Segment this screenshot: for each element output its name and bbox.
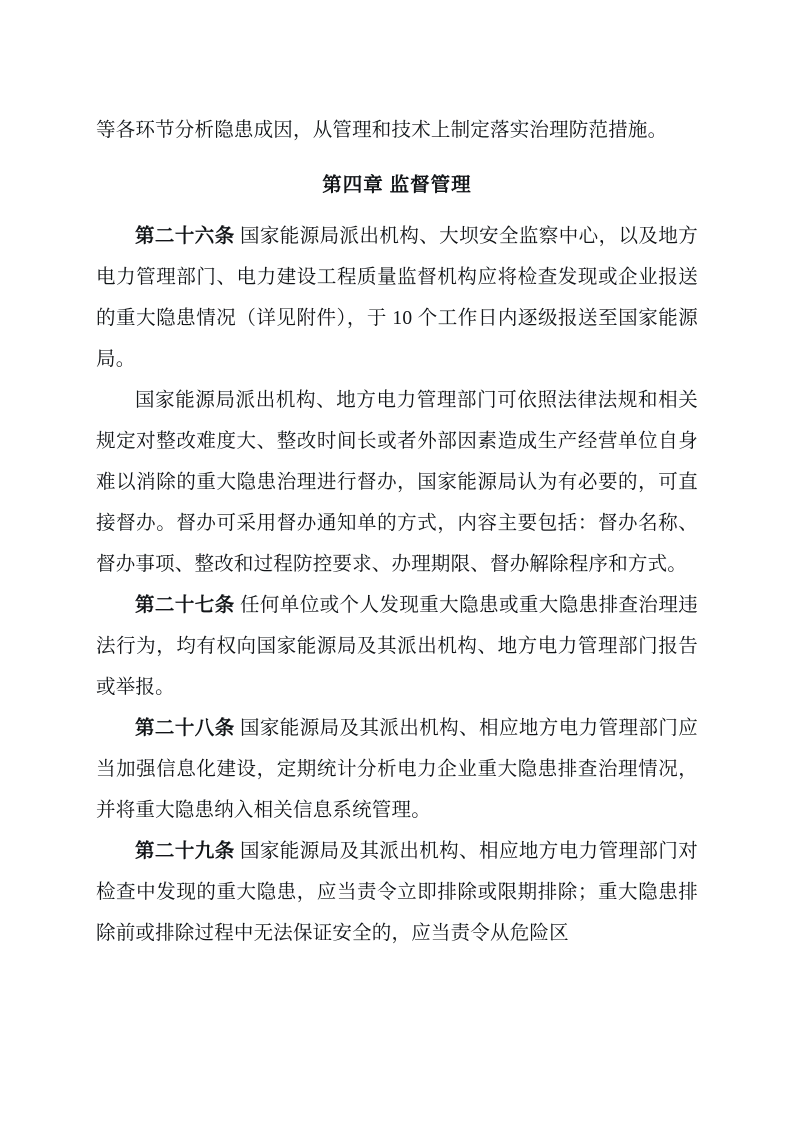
article-text-26: 国家能源局派出机构、大坝安全监察中心，以及地方电力管理部门、电力建设工程质量监督机构应将检查发现或企业报送的重大隐患情况（详见附件），于 10 个工作日内逐级报送至国家能源局。	[96, 226, 698, 370]
article-label-28: 第二十八条	[135, 718, 235, 739]
article-paragraph-26	[96, 216, 698, 380]
article-label-29: 第二十九条	[135, 841, 235, 862]
article-paragraph-27	[96, 585, 698, 708]
article-paragraph-28	[96, 708, 698, 831]
article-label-27: 第二十七条	[135, 595, 235, 616]
article-paragraph-29	[96, 831, 698, 954]
chapter-heading: 第四章 监督管理	[322, 175, 472, 196]
article-text-28: 国家能源局及其派出机构、相应地方电力管理部门应当加强信息化建设，定期统计分析电力企业重大隐患排查治理情况，并将重大隐患纳入相关信息系统管理。	[96, 718, 698, 821]
article-paragraph-26-continued	[96, 380, 698, 585]
article-text-29: 国家能源局及其派出机构、相应地方电力管理部门对检查中发现的重大隐患，应当责令立即排除或限期排除；重大隐患排除前或排除过程中无法保证安全的，应当责令从危险区	[96, 841, 698, 944]
continuation-paragraph: 等各环节分析隐患成因，从管理和技术上制定落实治理防范措施。	[96, 120, 668, 141]
article-text-27: 任何单位或个人发现重大隐患或重大隐患排查治理违法行为，均有权向国家能源局及其派出机构、地方电力管理部门报告或举报。	[96, 595, 698, 698]
article-label-26: 第二十六条	[135, 226, 235, 247]
document-body	[96, 110, 698, 954]
article-text-26-continued: 国家能源局派出机构、地方电力管理部门可依照法律法规和相关规定对整改难度大、整改时间长或者外部因素造成生产经营单位自身难以消除的重大隐患治理进行督办，国家能源局认为有必要的，可直接督办。督办可采用督办通知单的方式，内容主要包括：督办名称、督办事项、整改和过程防控要求、办理期限、督办解除程序和方式。	[96, 390, 698, 575]
